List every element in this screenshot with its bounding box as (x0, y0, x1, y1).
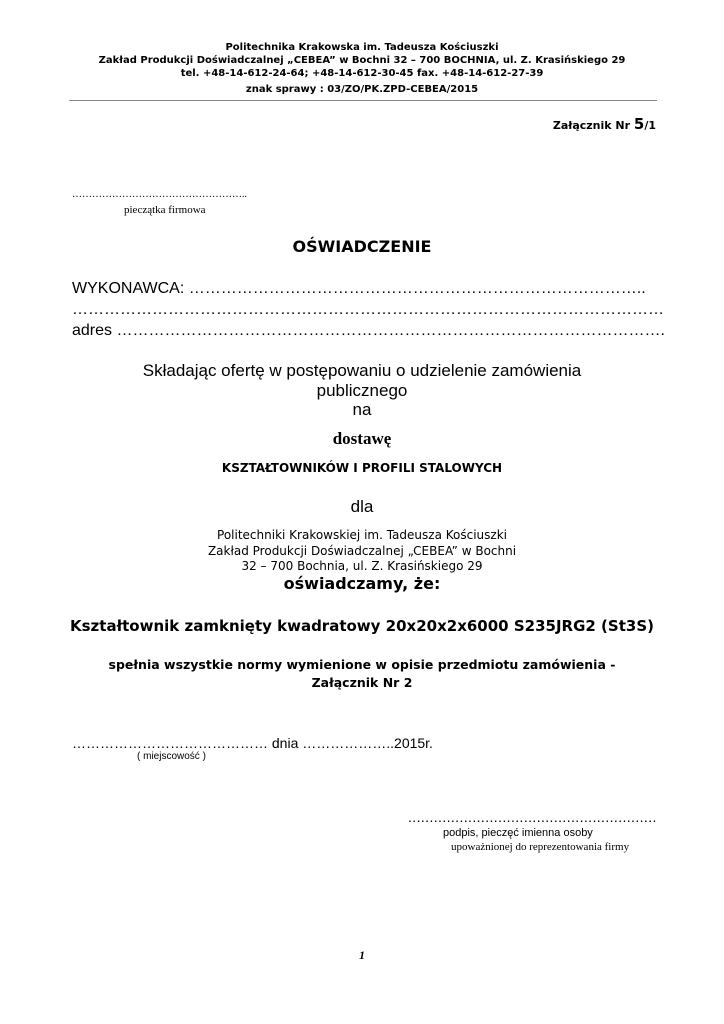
place-label: ( miejscowość ) (137, 751, 206, 762)
contractor-line: WYKONAWCA: ………………………………………………………………………….. (72, 280, 646, 297)
na-text: na (352, 400, 372, 419)
client-line-2: Zakład Produkcji Doświadczalnej „CEBEA” w Bochni (207, 544, 517, 558)
header-department: Zakład Produkcji Doświadczalnej „CEBEA” w Bochni 32 – 700 BOCHNIA, ul. Z. Krasińskiego 29 (98, 55, 626, 66)
client-line-1: Politechniki Krakowskiej im. Tadeusza Kościuszki (217, 528, 507, 542)
header-institution: Politechnika Krakowska im. Tadeusza Kościuszki (225, 42, 499, 53)
compliance-line-1: spełnia wszystkie normy wymienione w opisie przedmiotu zamówienia - (108, 657, 616, 672)
document-title: OŚWIADCZENIE (292, 237, 432, 256)
signature-label-1: podpis, pieczęć imienna osoby (443, 827, 593, 839)
intro-line-2: publicznego (316, 381, 408, 400)
product-name: Kształtownik zamknięty kwadratowy 20x20x2x6000 S235JRG2 (St3S) (70, 617, 654, 635)
contractor-line-2: ………………………………………………………………………………………………… (72, 301, 664, 318)
dostawe-text: dostawę (332, 429, 392, 448)
attachment-number (553, 115, 656, 135)
attachment-prefix: Załącznik Nr (552, 119, 634, 132)
attachment-suffix: /1 (644, 119, 656, 132)
dla-text: dla (350, 497, 374, 516)
header-divider (69, 100, 657, 101)
client-line-3: 32 – 700 Bochnia, ul. Z. Krasińskiego 29 (241, 559, 483, 573)
compliance-line-2: Załącznik Nr 2 (311, 675, 413, 690)
signature-label-2: upoważnionej do reprezentowania firmy (451, 841, 630, 853)
intro-line-1: Składając ofertę w postępowaniu o udzielenie zamówienia (142, 361, 582, 380)
header-contacts: tel. +48-14-612-24-64; +48-14-612-30-45 fax. +48-14-612-27-39 (180, 68, 544, 79)
place-date-line: …………………………………… dnia ………………..2015r. (72, 735, 433, 751)
signature-dots: .......................................................... (408, 809, 657, 825)
stamp-label: pieczątka firmowa (124, 204, 206, 216)
subject-title: KSZTAŁTOWNIKÓW I PROFILI STALOWYCH (221, 461, 503, 475)
page-number: 1 (359, 948, 365, 962)
header-case-number: znak sprawy : 03/ZO/PK.ZPD-CEBEA/2015 (245, 84, 479, 95)
address-line: adres …………………………………………………………………………………………. (72, 322, 665, 339)
attachment-number-value: 5 (633, 115, 645, 133)
declaration-heading: oświadczamy, że: (283, 574, 441, 593)
stamp-dots: …………………………………………….. (72, 189, 247, 200)
